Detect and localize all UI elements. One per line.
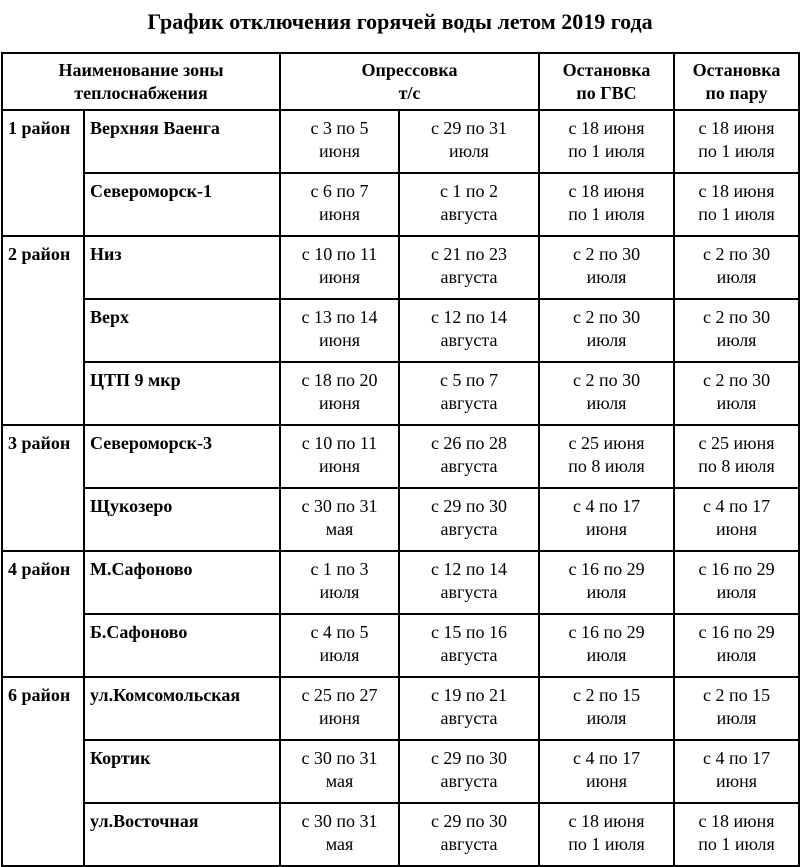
steam-stop-cell: с 18 июня по 1 июля — [674, 173, 799, 236]
pressure-test-1-cell: с 10 по 11 июня — [280, 236, 399, 299]
district-cell: 2 район — [2, 236, 84, 425]
hot-water-stop-cell: с 2 по 30 июля — [539, 299, 674, 362]
steam-stop-cell: с 4 по 17 июня — [674, 488, 799, 551]
pressure-test-2-cell: с 29 по 31 июля — [399, 110, 539, 173]
zone-cell: Североморск-3 — [84, 425, 280, 488]
header-steam-stop: Остановка по пару — [674, 53, 799, 110]
hot-water-stop-cell: с 4 по 17 июня — [539, 488, 674, 551]
pressure-test-1-cell: с 30 по 31 мая — [280, 488, 399, 551]
district-cell: 3 район — [2, 425, 84, 551]
zone-cell: Щукозеро — [84, 488, 280, 551]
steam-stop-cell: с 18 июня по 1 июля — [674, 110, 799, 173]
hot-water-stop-cell: с 18 июня по 1 июля — [539, 110, 674, 173]
zone-cell: ул.Восточная — [84, 803, 280, 866]
hot-water-stop-cell: с 16 по 29 июля — [539, 551, 674, 614]
steam-stop-cell: с 16 по 29 июля — [674, 614, 799, 677]
pressure-test-2-cell: с 1 по 2 августа — [399, 173, 539, 236]
pressure-test-1-cell: с 13 по 14 июня — [280, 299, 399, 362]
zone-cell: М.Сафоново — [84, 551, 280, 614]
steam-stop-cell: с 25 июня по 8 июля — [674, 425, 799, 488]
steam-stop-cell: с 2 по 30 июля — [674, 299, 799, 362]
table-row — [2, 551, 799, 614]
table-row — [2, 488, 799, 551]
pressure-test-2-cell: с 19 по 21 августа — [399, 677, 539, 740]
pressure-test-2-cell: с 5 по 7 августа — [399, 362, 539, 425]
table-row — [2, 110, 799, 173]
district-cell: 4 район — [2, 551, 84, 677]
hot-water-stop-cell: с 2 по 15 июля — [539, 677, 674, 740]
pressure-test-1-cell: с 1 по 3 июля — [280, 551, 399, 614]
document-title: График отключения горячей воды летом 2019 года — [147, 9, 653, 34]
zone-cell: Верх — [84, 299, 280, 362]
zone-cell: ул.Комсомольская — [84, 677, 280, 740]
steam-stop-cell: с 2 по 30 июля — [674, 236, 799, 299]
zone-cell: Верхняя Ваенга — [84, 110, 280, 173]
pressure-test-1-cell: с 4 по 5 июля — [280, 614, 399, 677]
zone-cell: ЦТП 9 мкр — [84, 362, 280, 425]
pressure-test-2-cell: с 12 по 14 августа — [399, 551, 539, 614]
hot-water-stop-cell: с 16 по 29 июля — [539, 614, 674, 677]
header-pressure-test: Опрессовка т/с — [280, 53, 539, 110]
pressure-test-1-cell: с 6 по 7 июня — [280, 173, 399, 236]
hot-water-stop-cell: с 25 июня по 8 июля — [539, 425, 674, 488]
header-hot-water-stop: Остановка по ГВС — [539, 53, 674, 110]
pressure-test-1-cell: с 30 по 31 мая — [280, 740, 399, 803]
pressure-test-2-cell: с 21 по 23 августа — [399, 236, 539, 299]
pressure-test-2-cell: с 26 по 28 августа — [399, 425, 539, 488]
table-row — [2, 740, 799, 803]
table-row — [2, 803, 799, 866]
pressure-test-1-cell: с 10 по 11 июня — [280, 425, 399, 488]
table-row — [2, 299, 799, 362]
hot-water-stop-cell: с 2 по 30 июля — [539, 236, 674, 299]
hot-water-stop-cell: с 18 июня по 1 июля — [539, 803, 674, 866]
schedule-table — [1, 52, 800, 867]
steam-stop-cell: с 18 июня по 1 июля — [674, 803, 799, 866]
pressure-test-2-cell: с 29 по 30 августа — [399, 488, 539, 551]
steam-stop-cell: с 2 по 15 июля — [674, 677, 799, 740]
header-zone: Наименование зоны теплоснабжения — [2, 53, 280, 110]
table-row — [2, 677, 799, 740]
header-row — [2, 53, 799, 110]
steam-stop-cell: с 16 по 29 июля — [674, 551, 799, 614]
table-row — [2, 173, 799, 236]
pressure-test-1-cell: с 25 по 27 июня — [280, 677, 399, 740]
hot-water-stop-cell: с 18 июня по 1 июля — [539, 173, 674, 236]
zone-cell: Кортик — [84, 740, 280, 803]
table-row — [2, 614, 799, 677]
pressure-test-2-cell: с 12 по 14 августа — [399, 299, 539, 362]
table-row — [2, 425, 799, 488]
district-cell: 1 район — [2, 110, 84, 236]
zone-cell: Североморск-1 — [84, 173, 280, 236]
pressure-test-2-cell: с 29 по 30 августа — [399, 803, 539, 866]
pressure-test-2-cell: с 15 по 16 августа — [399, 614, 539, 677]
steam-stop-cell: с 2 по 30 июля — [674, 362, 799, 425]
hot-water-stop-cell: с 4 по 17 июня — [539, 740, 674, 803]
zone-cell: Низ — [84, 236, 280, 299]
pressure-test-1-cell: с 18 по 20 июня — [280, 362, 399, 425]
district-cell: 6 район — [2, 677, 84, 866]
zone-cell: Б.Сафоново — [84, 614, 280, 677]
pressure-test-1-cell: с 3 по 5 июня — [280, 110, 399, 173]
hot-water-stop-cell: с 2 по 30 июля — [539, 362, 674, 425]
steam-stop-cell: с 4 по 17 июня — [674, 740, 799, 803]
table-row — [2, 236, 799, 299]
table-row — [2, 362, 799, 425]
pressure-test-2-cell: с 29 по 30 августа — [399, 740, 539, 803]
pressure-test-1-cell: с 30 по 31 мая — [280, 803, 399, 866]
